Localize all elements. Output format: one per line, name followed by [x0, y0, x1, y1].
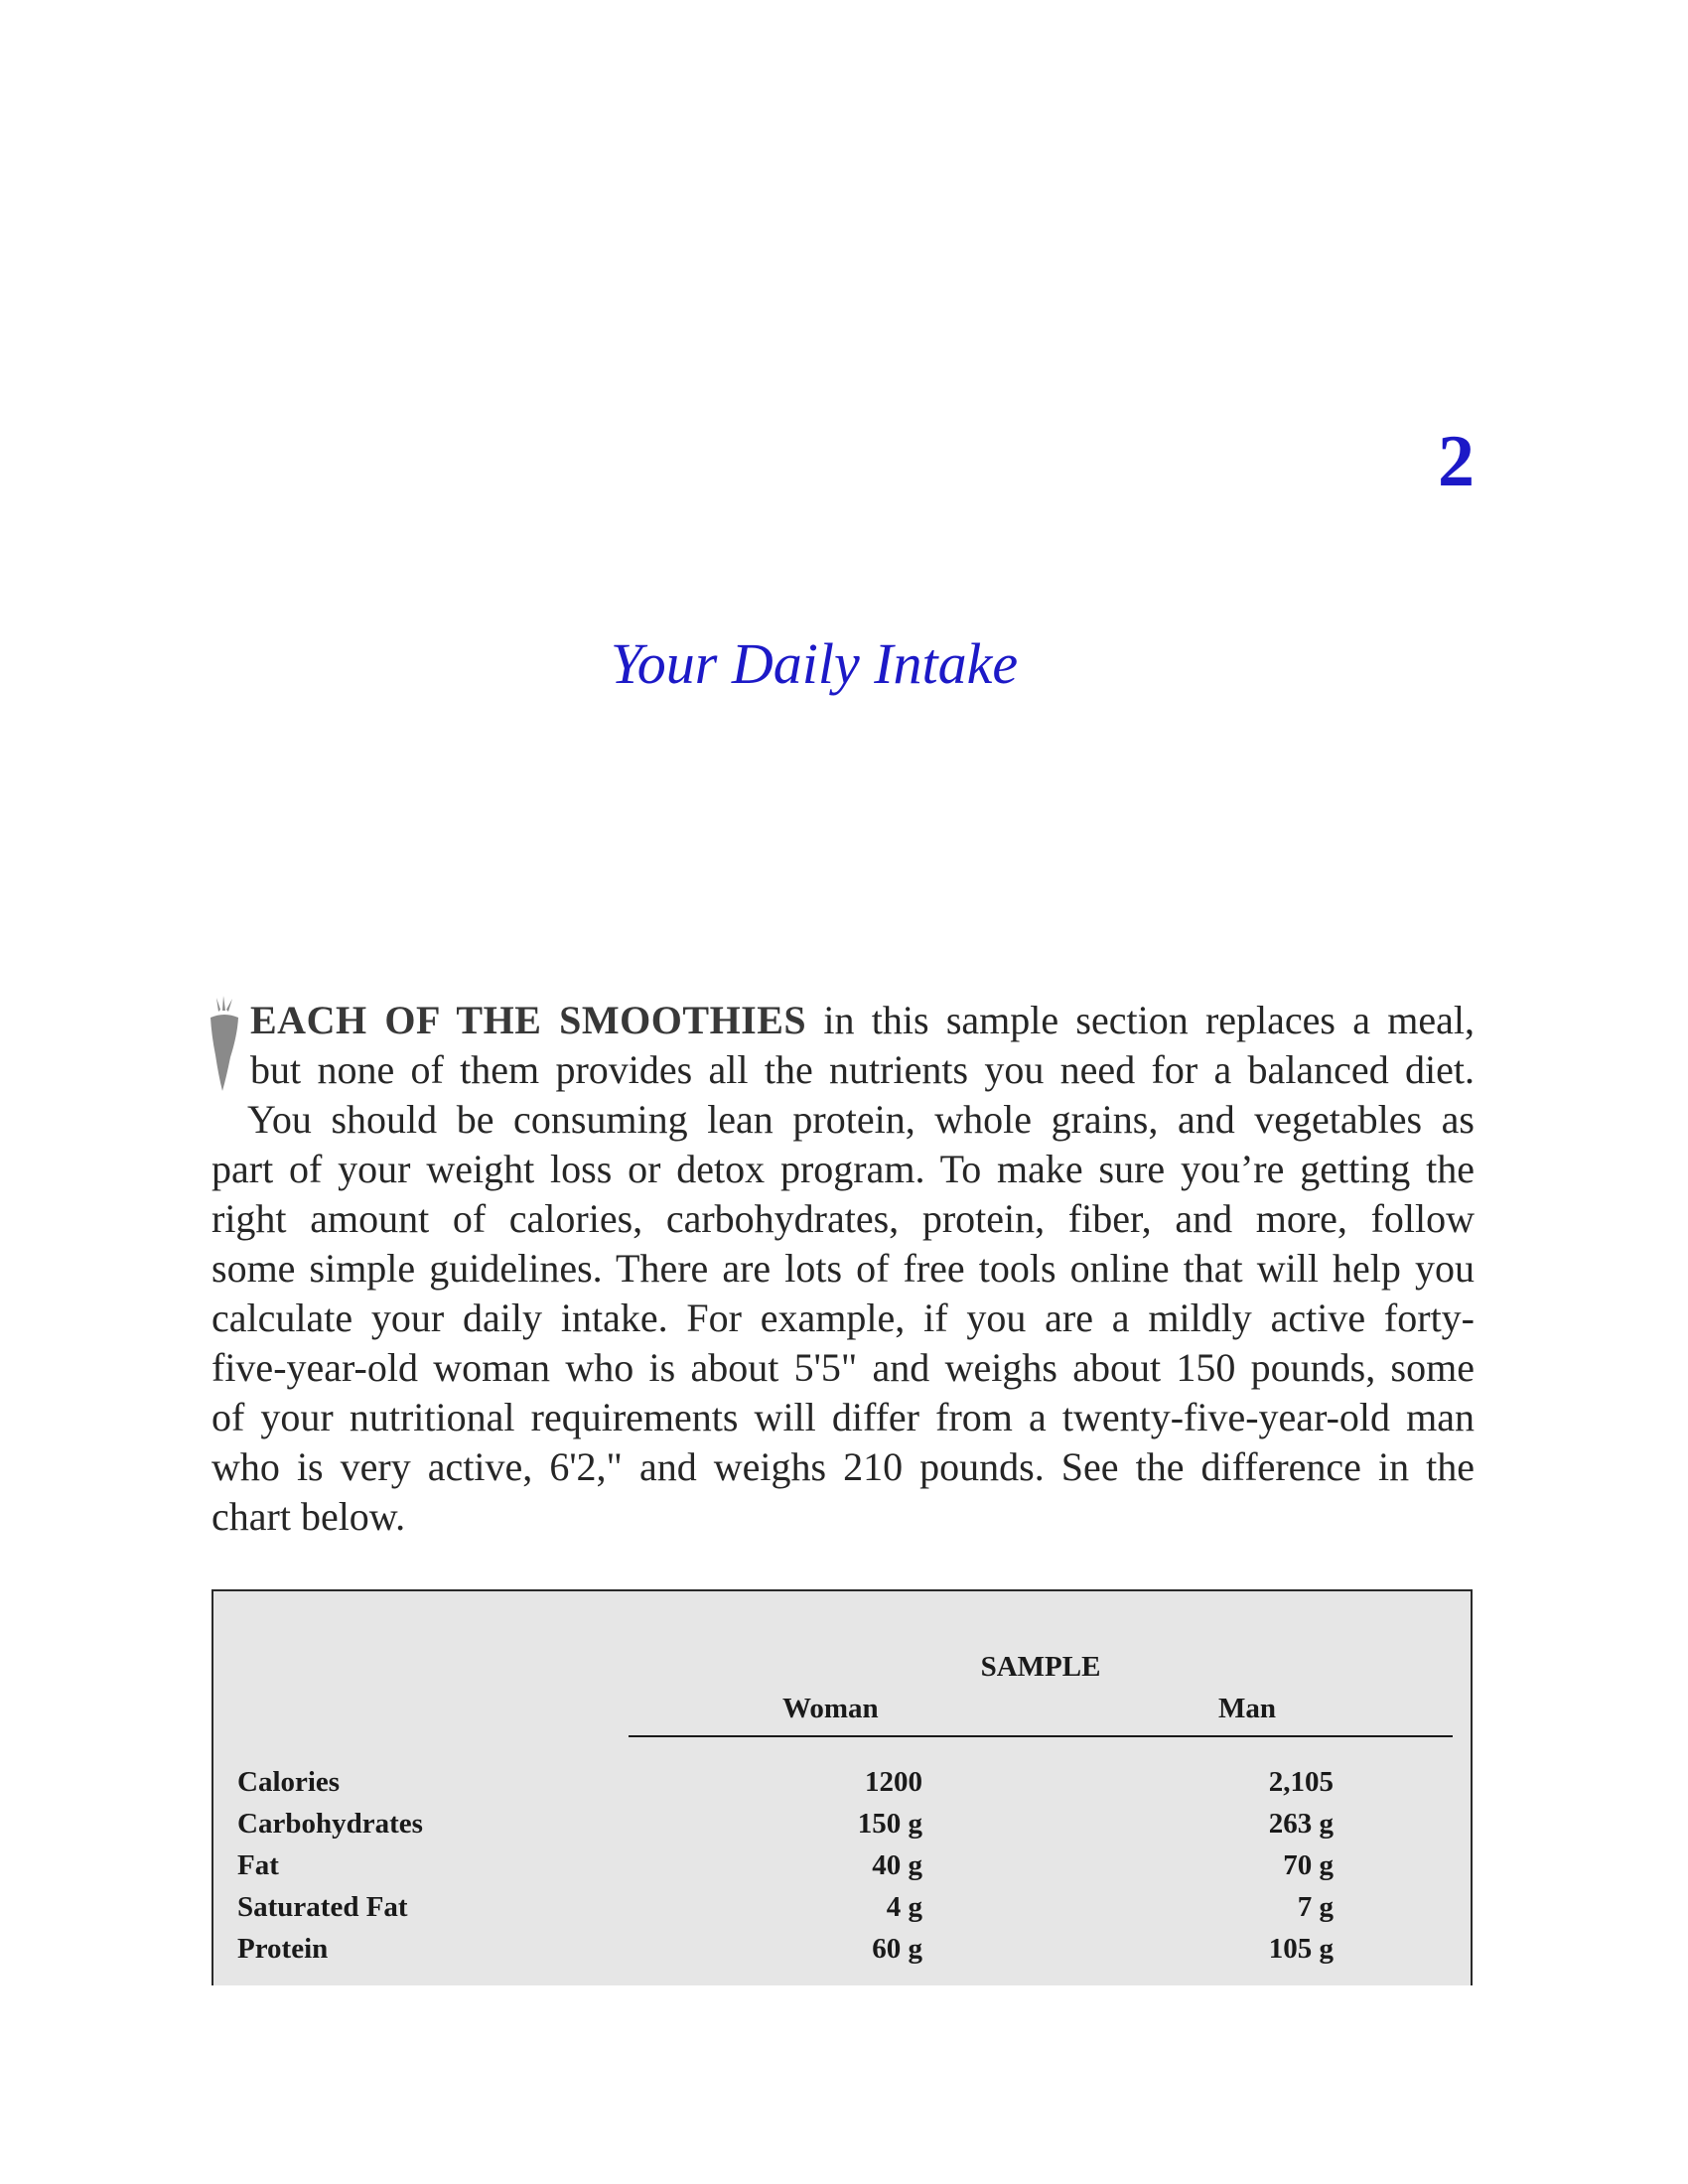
body-line: chart below.: [211, 1494, 406, 1539]
row-label: Protein: [237, 1933, 329, 1965]
table-row: [213, 1808, 1471, 1849]
woman-value: 40 g: [872, 1849, 922, 1881]
man-value: 7 g: [1297, 1891, 1334, 1923]
row-label: Calories: [237, 1766, 341, 1798]
body-paragraph: [211, 996, 1475, 1542]
table-row: [213, 1766, 1471, 1808]
chapter-title: Your Daily Intake: [610, 631, 1019, 696]
body-line: right amount of calories, carbohydrates, protein, fiber, and more, follow: [211, 1196, 1475, 1241]
woman-value: 150 g: [857, 1808, 922, 1840]
row-label: Saturated Fat: [237, 1891, 408, 1923]
body-line: of your nutritional requirements will differ from a twenty-five-year-old man: [211, 1395, 1475, 1439]
column-header-man: Man: [1218, 1693, 1276, 1724]
body-line: You should be consuming lean protein, whole grains, and vegetables as: [247, 1097, 1475, 1142]
body-line: some simple guidelines. There are lots of free tools online that will help you: [211, 1246, 1475, 1291]
chapter-number: 2: [1438, 421, 1475, 502]
row-label: Carbohydrates: [237, 1808, 423, 1840]
table-group-header: SAMPLE: [980, 1651, 1101, 1683]
body-line-text: in this sample section replaces a meal,: [806, 998, 1475, 1042]
body-line: [211, 996, 1475, 1045]
woman-value: 60 g: [872, 1933, 922, 1965]
table-row: [213, 1891, 1471, 1933]
man-value: 70 g: [1283, 1849, 1334, 1881]
body-line: calculate your daily intake. For example, if you are a mildly active forty-: [211, 1296, 1475, 1340]
body-line: who is very active, 6'2," and weighs 210 pounds. See the difference in the: [211, 1444, 1475, 1489]
man-value: 105 g: [1268, 1933, 1334, 1965]
man-value: 2,105: [1268, 1766, 1334, 1798]
body-line: part of your weight loss or detox program. To make sure you’re getting the: [211, 1147, 1475, 1191]
header-rule: [629, 1735, 1453, 1737]
woman-value: 4 g: [886, 1891, 922, 1923]
row-label: Fat: [237, 1849, 279, 1881]
man-value: 263 g: [1268, 1808, 1334, 1840]
column-header-woman: Woman: [782, 1693, 879, 1724]
lead-caps: EACH OF THE SMOOTHIES: [250, 998, 807, 1042]
table-row: [213, 1933, 1471, 1975]
body-line: five-year-old woman who is about 5'5" and weighs about 150 pounds, some: [211, 1345, 1475, 1390]
woman-value: 1200: [865, 1766, 922, 1798]
nutrition-table: [211, 1589, 1473, 1985]
body-line: but none of them provides all the nutrients you need for a balanced diet.: [250, 1047, 1475, 1092]
table-row: [213, 1849, 1471, 1891]
